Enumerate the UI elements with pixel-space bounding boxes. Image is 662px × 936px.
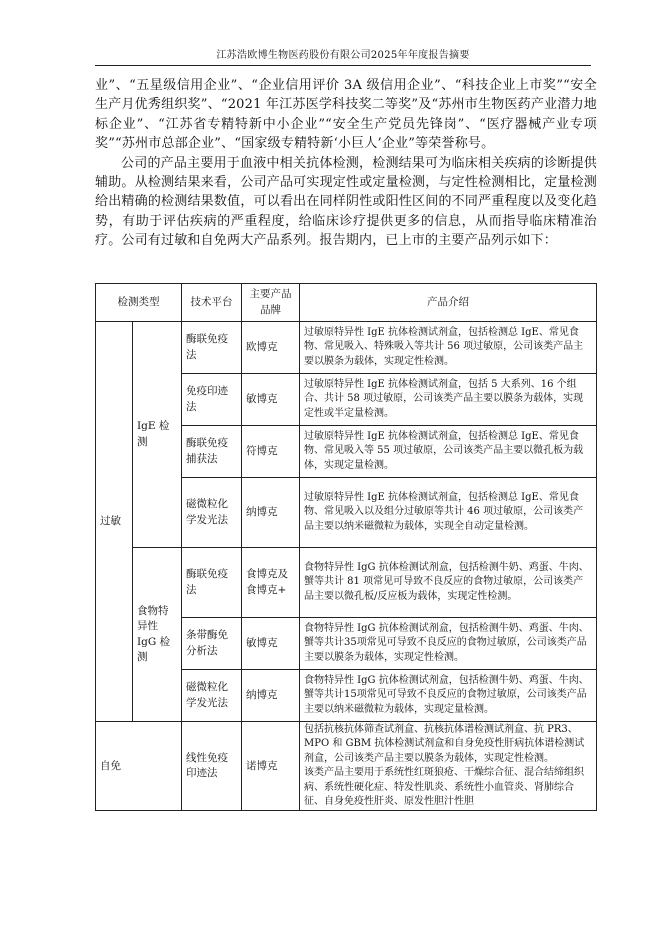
intro-line-extra: 该类产品主要用于系统性红斑狼疮、干燥综合征、混合结缔组织病、系统性硬化症、特发性肌炎、系统性小血管炎、肾肺综合征、自身免疫性肝炎、原发性胆汁性胆 (304, 767, 584, 808)
header-brand: 主要产品品牌 (242, 284, 300, 322)
cell-platform: 磁微粒化学发光法 (182, 670, 242, 722)
cell-brand: 食博克及食博克+ (242, 548, 300, 618)
cell-intro: 过敏原特异性 IgE 抗体检测试剂盒，包括检测总 IgE、常见食物、常见吸入等 55 项过敏原，公司该类产品主要以微孔板为载体，实现定量检测。 (300, 426, 597, 478)
cell-intro (300, 722, 597, 811)
intro-line-main: 包括抗核抗体筛查试剂盒、抗核抗体谱检测试剂盒、抗 PR3、MPO 和 GBM 抗体检测试剂盒和自身免疫性肝病抗体谱检测试剂盒，公司该类产品主要以膜条为载体，实现定性检测。 (304, 724, 585, 764)
cell-platform: 线性免疫印迹法 (182, 722, 242, 811)
page-header: 江苏浩欧博生物医药股份有限公司2025年年度报告摘要 (95, 46, 591, 66)
cell-platform: 酶联免疫捕获法 (182, 426, 242, 478)
cell-intro: 食物特异性 IgG 抗体检测试剂盒，包括检测牛奶、鸡蛋、牛肉、蟹等共计35项常见可导致不良反应的食物过敏原，公司该类产品主要以膜条为载体，实现定性检测。 (300, 618, 597, 670)
cell-brand: 诺博克 (242, 722, 300, 811)
table-row (96, 548, 597, 618)
cell-brand: 符博克 (242, 426, 300, 478)
cell-brand: 敏博克 (242, 618, 300, 670)
paragraph-products: 公司的产品主要用于血液中相关抗体检测，检测结果可为临床相关疾病的诊断提供辅助。从检测结果来看，公司产品可实现定性或定量检测，与定性检测相比，定量检测给出精确的检测结果数值，可以看出在同样阴性或阳性区间的不同严重程度以及变化趋势，有助于评估疾病的严重程度，给临床诊疗提供更多的信息，从而指导临床精准治疗。公司有过敏和自免两大产品系列。报告期内，已上市的主要产品列示如下： (95, 155, 597, 249)
cell-brand: 敏博克 (242, 374, 300, 426)
cell-intro: 食物特异性 IgG 抗体检测试剂盒，包括检测牛奶、鸡蛋、牛肉、蟹等共计 81 项常见可导致不良反应的食物过敏原，公司该类产品主要以微孔板/反应板为载体，实现定性检测。 (300, 548, 597, 618)
cell-brand: 纳博克 (242, 478, 300, 548)
group-allergy: 过敏 (96, 322, 133, 722)
cell-platform: 条带酶免分析法 (182, 618, 242, 670)
cell-intro: 过敏原特异性 IgE 抗体检测试剂盒，包括检测总 IgE、常见食物、常见吸入、特殊吸入等共计 56 项过敏原，公司该类产品主要以膜条为载体，实现定性检测。 (300, 322, 597, 374)
cell-intro: 过敏原特异性 IgE 抗体检测试剂盒，包括 5 大系列、16 个组合、共计 58 项过敏原，公司该类产品主要以膜条为载体，实现定性或半定量检测。 (300, 374, 597, 426)
group-igg: 食物特异性 IgG 检测 (133, 548, 182, 722)
product-table (95, 283, 597, 811)
table-header-row (96, 284, 597, 322)
cell-platform: 磁微粒化学发光法 (182, 478, 242, 548)
group-autoimmune: 自免 (96, 722, 182, 811)
cell-platform: 酶联免疫法 (182, 548, 242, 618)
cell-brand: 纳博克 (242, 670, 300, 722)
cell-brand: 欧博克 (242, 322, 300, 374)
body-text (95, 76, 597, 251)
header-type: 检测类型 (96, 284, 182, 322)
cell-platform: 酶联免疫法 (182, 322, 242, 374)
group-ige: IgE 检测 (133, 322, 182, 548)
cell-platform: 免疫印迹法 (182, 374, 242, 426)
table-row (96, 722, 597, 811)
cell-intro: 食物特异性 IgG 抗体检测试剂盒，包括检测牛奶、鸡蛋、牛肉、蟹等共计15项常见可导致不良反应的食物过敏原，公司该类产品主要以纳米磁微粒为载体，实现定量检测。 (300, 670, 597, 722)
cell-intro: 过敏原特异性 IgE 抗体检测试剂盒，包括检测总 IgE、常见食物、常见吸入以及组分过敏原等共计 46 项过敏原，公司该类产品主要以纳米磁微粒为载体，实现全自动定量检测。 (300, 478, 597, 548)
table-row (96, 322, 597, 374)
header-intro: 产品介绍 (300, 284, 597, 322)
paragraph-honors: 业”、“五星级信用企业”、“企业信用评价 3A 级信用企业”、“科技企业上市奖”“安全生产月优秀组织奖”、“2021 年江苏医学科技奖二等奖”及“苏州市生物医药产业潜力地标企业”、“江苏省专精特新中小企业”“安全生产党员先锋岗”、“医疗器械产业专项奖”“苏州市总部企业”、“国家级专精特新‘小巨人’企业”等荣誉称号。 (95, 78, 597, 152)
header-platform: 技术平台 (182, 284, 242, 322)
